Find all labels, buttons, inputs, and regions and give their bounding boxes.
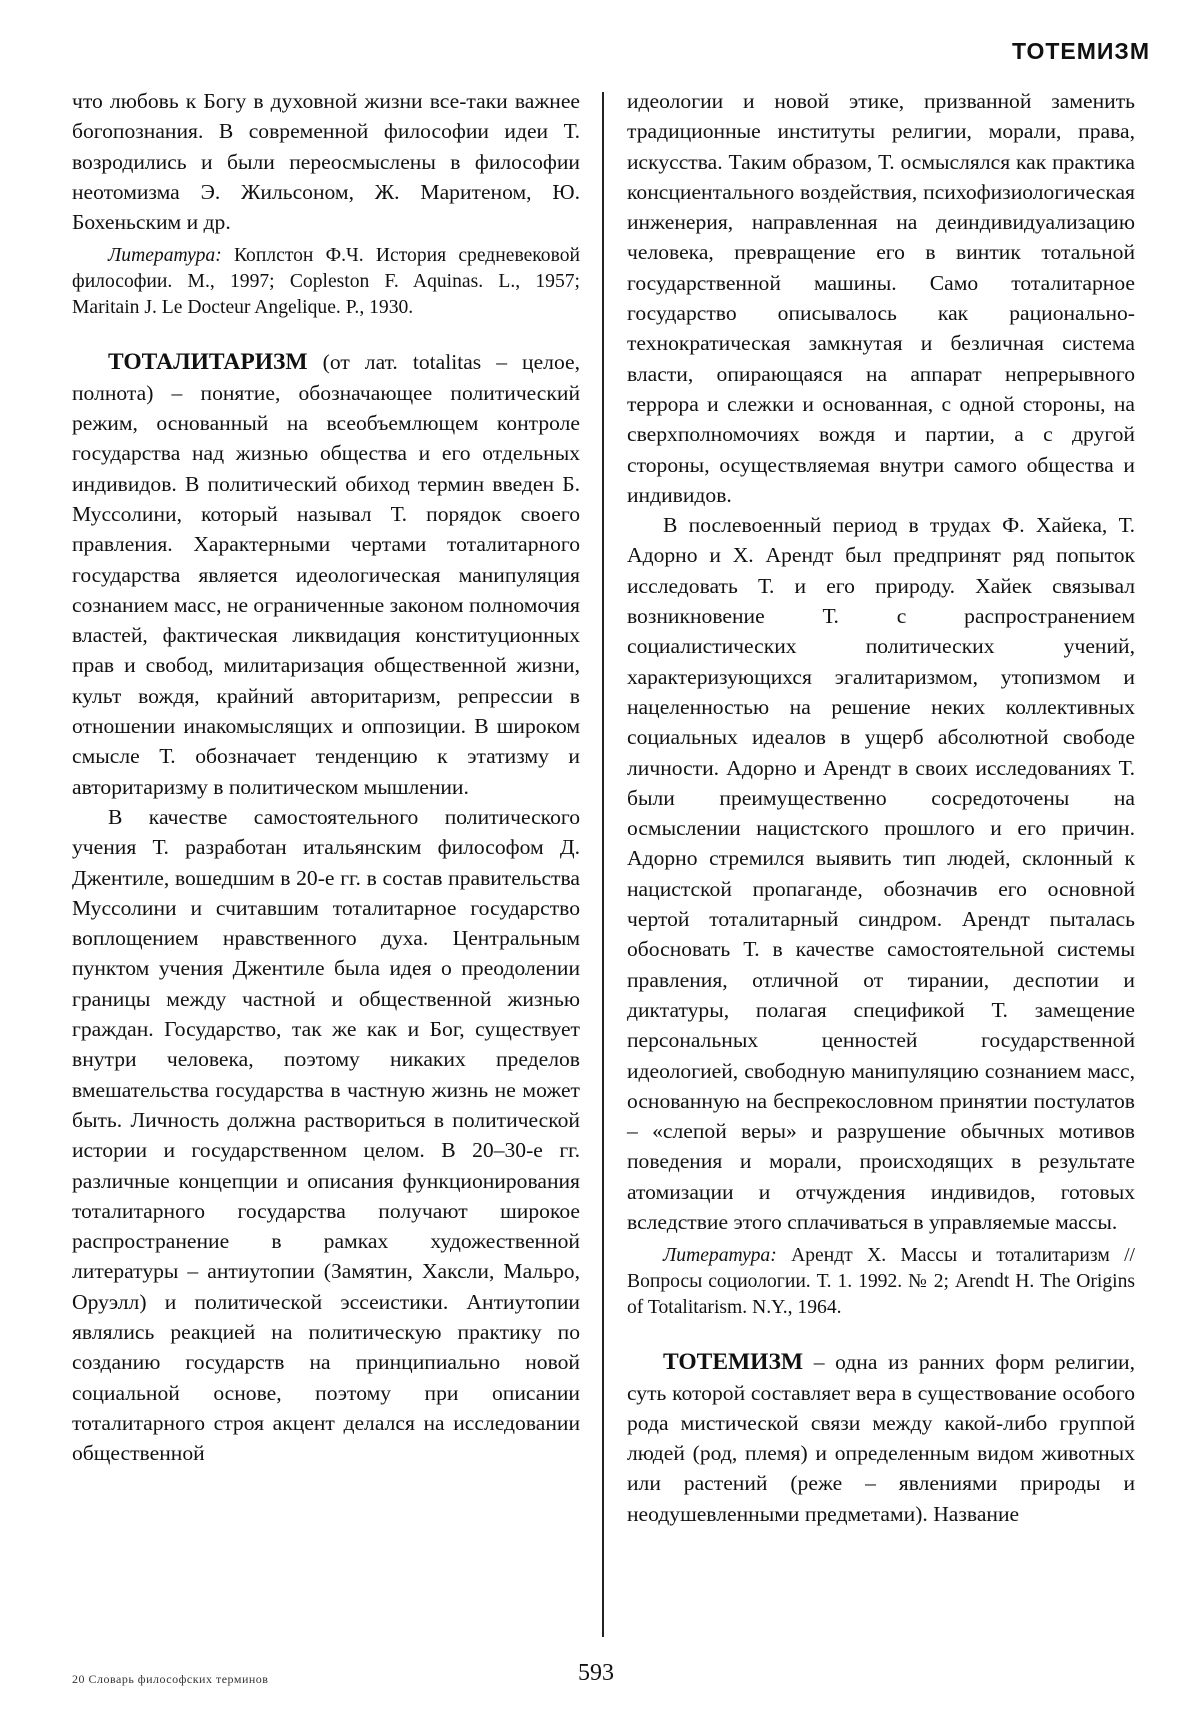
entry-intro-text: (от лат. totalitas – целое, полнота) – понятие, обозначающее политический режим, основанный на всеобъемлющем контроле государства над жизнью общества и его отдельных индивидов. В политический обиход термин введен Б. Муссолини, который называл Т. порядок своего правления. Характерными чертами тоталитарного государства является идеологическая манипуляция сознанием масс, не ограниченные законом полномочия властей, фактическая ликвидация конституционных прав и свобод, милитаризация общественной жизни, культ вождя, крайний авторитаризм, репрессии в отношении инакомыслящих и оппозиции. В широком смысле Т. обозначает тенденцию к этатизму и авторитаризму в политическом мышлении.	[72, 350, 580, 799]
footer-signature-note: 20 Словарь философских терминов	[72, 1672, 269, 1686]
literature-label: Литература:	[108, 245, 222, 267]
literature-label: Литература:	[663, 1245, 777, 1267]
column-divider	[602, 92, 604, 1637]
body-paragraph: В качестве самостоятельного политического учения Т. разработан итальянским философом Д. Джентиле, вошедшим в 20-е гг. в состав правительства Муссолини и считавшим тоталитарное государство воплощением нравственного духа. Центральным пунктом учения Джентиле была идея о преодолении границы между частной и общественной жизнью граждан. Государство, так же как и Бог, существует внутри человека, поэтому никаких пределов вмешательства государства в частную жизнь не может быть. Личность должна раствориться в политической истории и государственном целом. В 20–30-е гг. различные концепции и описания функционирования тоталитарного государства получают широкое распространение в рамках художественной литературы – антиутопии (Замятин, Хаксли, Мальро, Оруэлл) и политической эссеистики. Антиутопии являлись реакцией на политическую практику по созданию государств на принципиально новой социальной основе, поэтому при описании тоталитарного строя акцент делался на исследовании общественной	[72, 804, 580, 1466]
right-column	[627, 86, 1135, 1529]
literature-text: Коплстон Ф.Ч. История средневековой философии. М., 1997; Copleston F. Aquinas. L., 1957; Maritain J. Le Docteur Angelique. P., 1930.	[72, 245, 580, 319]
continuation-paragraph: что любовь к Богу в духовной жизни все-таки важнее богопознания. В современной философии идеи Т. возродились и были переосмыслены в философии неотомизма Э. Жильсоном, Ж. Маритеном, Ю. Бохеньским и др.	[72, 89, 580, 235]
headword-totalitarianism: ТОТАЛИТАРИЗМ	[108, 349, 308, 376]
headword-totemism: ТОТЕМИЗМ	[663, 1349, 804, 1376]
entry-totalitarianism	[72, 347, 580, 801]
body-paragraph: В послевоенный период в трудах Ф. Хайека, Т. Адорно и Х. Арендт был предпринят ряд попыток исследовать Т. и его природу. Хайек связывал возникновение Т. с распространением социалистических политических учений, характеризующихся эгалитаризмом, утопизмом и нацеленностью на решение неких коллективных социальных идеалов в ущерб абсолютной свободе личности. Адорно и Арендт в своих исследованиях Т. были преимущественно сосредоточены на осмыслении нацистского прошлого и его причин. Адорно стремился выявить тип людей, склонный к нацистской пропаганде, обозначив его основной чертой тоталитарный синдром. Арендт пыталась обосновать Т. в качестве самостоятельной системы правления, отличной от тирании, деспотии и диктатуры, полагая спецификой Т. замещение персональных ценностей государственной идеологией, свободную манипуляцию сознанием масс, основанную на беспрекословном принятии постулатов – «слепой веры» и разрушение обычных мотивов поведения и морали, происходящих в результате атомизации и отчуждения индивидов, готовых вследствие этого сплачиваться в управляемые массы.	[627, 513, 1135, 1234]
entry-intro-text: – одна из ранних форм религии, суть которой составляет вера в существование особого рода мистической связи между какой-либо группой людей (род, племя) и определенным видом животных или растений (реже – явлениями природы и неодушевленными предметами). Название	[627, 1350, 1135, 1526]
running-head: ТОТЕМИЗМ	[1011, 38, 1150, 64]
left-column	[72, 86, 580, 1468]
literature-block	[72, 243, 580, 321]
literature-block	[627, 1243, 1135, 1321]
entry-totemism	[627, 1347, 1135, 1529]
literature-text: Арендт Х. Массы и тоталитаризм // Вопросы социологии. Т. 1. 1992. № 2; Arendt H. The Origins of Totalitarism. N.Y., 1964.	[627, 1245, 1135, 1319]
continuation-paragraph: идеологии и новой этике, призванной заменить традиционные институты религии, морали, права, искусства. Таким образом, Т. осмыслялся как практика консциентального воздействия, психофизиологическая инженерия, направленная на деиндивидуализацию человека, превращение его в винтик тотальной государственной машины. Само тоталитарное государство описывалось как рационально-технократическая замкнутая и безличная система власти, опирающаяся на аппарат непрерывного террора и слежки и основанная, с одной стороны, на сверхполномочиях вождя и партии, а с другой стороны, осуществляемая внутри самого общества и индивидов.	[627, 89, 1135, 507]
page-number: 593	[578, 1660, 614, 1686]
